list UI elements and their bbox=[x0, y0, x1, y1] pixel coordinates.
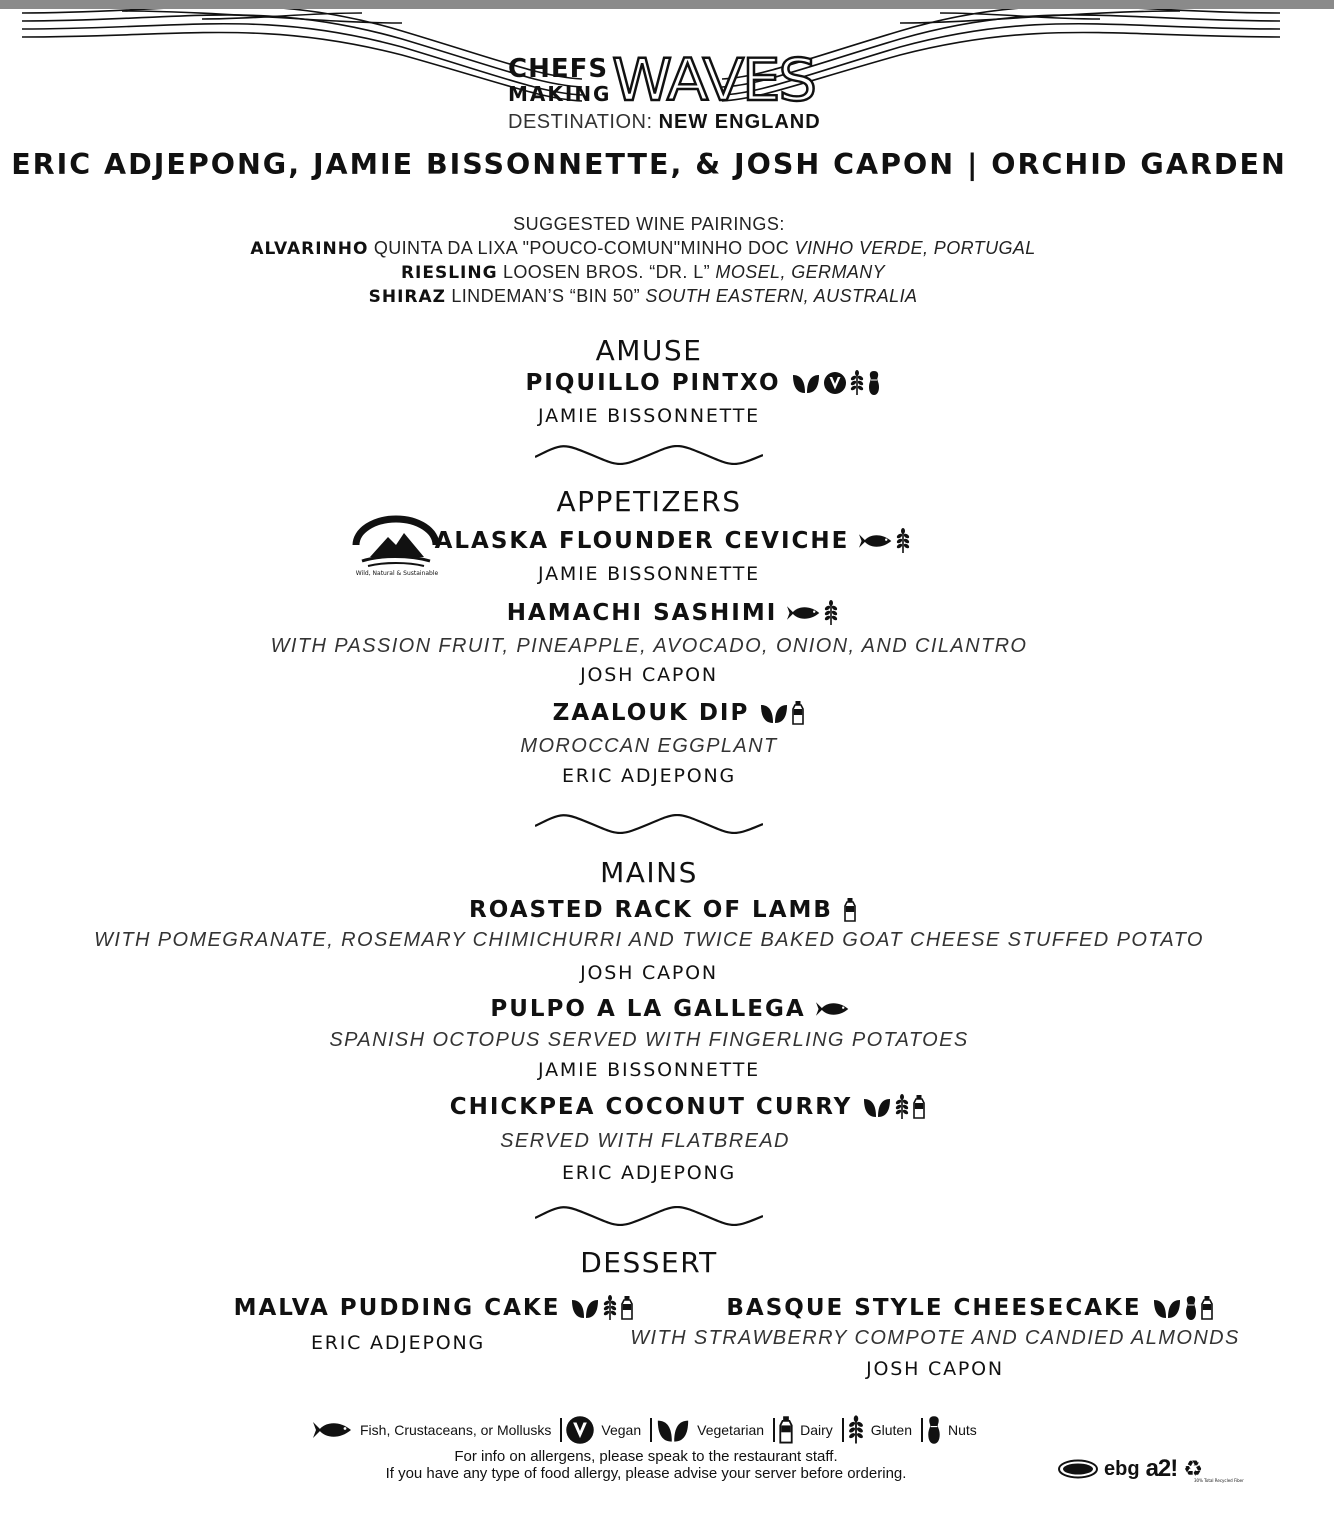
dish-malva-pudding-cake bbox=[168, 1295, 700, 1321]
wave-divider bbox=[535, 1206, 763, 1226]
dish-chickpea-coconut-curry bbox=[0, 1094, 1334, 1120]
destination-prefix: DESTINATION: bbox=[508, 111, 653, 133]
wine-region: SOUTH EASTERN, AUSTRALIA bbox=[645, 286, 918, 306]
dish-chef: JAMIE BISSONNETTE bbox=[538, 563, 760, 585]
dish-zaalouk-dip bbox=[0, 700, 1334, 726]
dish-description: SERVED WITH FLATBREAD bbox=[500, 1130, 790, 1152]
dish-icons bbox=[1152, 1295, 1214, 1321]
oval-brand-logo bbox=[1058, 1459, 1098, 1479]
logo-waves: WAVES bbox=[612, 46, 815, 114]
dish-icons bbox=[759, 700, 805, 726]
dish-chef: JAMIE BISSONNETTE bbox=[538, 405, 760, 427]
dish-basque-style-cheesecake bbox=[680, 1295, 1260, 1321]
wine-region: VINHO VERDE, PORTUGAL bbox=[794, 238, 1036, 258]
allergen-legend bbox=[312, 1413, 983, 1447]
destination-name: NEW ENGLAND bbox=[658, 111, 821, 133]
legend-vegan-label: Vegan bbox=[601, 1422, 642, 1438]
dairy-icon bbox=[791, 700, 805, 726]
legend-separator bbox=[921, 1418, 923, 1442]
dairy-icon bbox=[620, 1295, 634, 1321]
legend-gluten-label: Gluten bbox=[870, 1422, 912, 1438]
dish-chef: ERIC ADJEPONG bbox=[310, 1332, 486, 1354]
dairy-icon bbox=[778, 1415, 794, 1445]
section-appetizers-heading: APPETIZERS bbox=[556, 485, 742, 518]
vegetarian-icon bbox=[791, 371, 821, 395]
gluten-icon bbox=[602, 1295, 618, 1321]
dish-name: ZAALOUK DIP bbox=[552, 700, 750, 726]
footer-brand-logos bbox=[1058, 1455, 1244, 1483]
dairy-icon bbox=[843, 897, 857, 923]
section-mains-heading: MAINS bbox=[600, 856, 698, 889]
recycle-icon: ♻ bbox=[1183, 1456, 1203, 1482]
wine-producer: QUINTA DA LIXA "POUCO-COMUN"MINHO DOC bbox=[373, 238, 790, 258]
gluten-icon bbox=[895, 528, 911, 554]
legend-separator bbox=[773, 1418, 775, 1442]
vegetarian-icon bbox=[570, 1296, 600, 1320]
dish-roasted-rack-of-lamb bbox=[0, 897, 1326, 923]
gluten-icon bbox=[894, 1094, 910, 1120]
gluten-icon bbox=[849, 370, 865, 396]
gluten-icon bbox=[847, 1415, 865, 1445]
a21-logo: a2! bbox=[1145, 1455, 1178, 1482]
dish-chef: JAMIE BISSONNETTE bbox=[538, 1059, 760, 1081]
logo-destination bbox=[508, 111, 821, 134]
wine-producer: LINDEMAN’S “BIN 50” bbox=[451, 286, 641, 306]
dish-chef: JOSH CAPON bbox=[866, 1358, 1004, 1380]
wine-pairing-row bbox=[0, 238, 1286, 259]
wine-pairing-row bbox=[0, 262, 1286, 283]
vegetarian-icon bbox=[655, 1416, 691, 1444]
dish-hamachi-sashimi bbox=[0, 600, 1334, 626]
legend-nuts-label: Nuts bbox=[948, 1422, 977, 1438]
dish-description: SPANISH OCTOPUS SERVED WITH FINGERLING POTATOES bbox=[329, 1029, 969, 1051]
alaska-caption: Wild, Natural & Sustainable bbox=[355, 570, 439, 577]
dish-icons bbox=[787, 600, 839, 626]
section-amuse-heading: AMUSE bbox=[595, 334, 703, 367]
dish-chef: ERIC ADJEPONG bbox=[561, 765, 737, 787]
fish-icon bbox=[859, 532, 893, 550]
vegetarian-icon bbox=[759, 701, 789, 725]
dairy-icon bbox=[912, 1094, 926, 1120]
gluten-icon bbox=[823, 600, 839, 626]
dish-icons bbox=[570, 1295, 634, 1321]
chefs-making-waves-logo bbox=[508, 46, 821, 138]
wine-varietal: RIESLING bbox=[400, 263, 498, 283]
wine-varietal: SHIRAZ bbox=[368, 287, 446, 307]
dish-icons bbox=[791, 370, 881, 396]
legend-dairy-label: Dairy bbox=[800, 1422, 833, 1438]
dish-name: PULPO A LA GALLEGA bbox=[490, 996, 806, 1022]
vegan-icon bbox=[565, 1415, 595, 1445]
wave-divider bbox=[535, 445, 763, 465]
dish-icons bbox=[859, 528, 911, 554]
dish-alaska-flounder-ceviche bbox=[0, 528, 1334, 554]
dish-name: ALASKA FLOUNDER CEVICHE bbox=[434, 528, 850, 554]
fish-icon bbox=[787, 604, 821, 622]
allergen-note: For info on allergens, please speak to the restaurant staff. bbox=[454, 1448, 838, 1465]
legend-separator bbox=[842, 1418, 844, 1442]
top-bar bbox=[0, 0, 1334, 9]
dish-description: WITH POMEGRANATE, ROSEMARY CHIMICHURRI AND TWICE BAKED GOAT CHEESE STUFFED POTATO bbox=[94, 929, 1204, 951]
fish-icon bbox=[816, 1000, 850, 1018]
dish-icons bbox=[843, 897, 857, 923]
wave-divider bbox=[535, 814, 763, 834]
page-title: ERIC ADJEPONG, JAMIE BISSONNETTE, & JOSH CAPON | ORCHID GARDEN bbox=[11, 148, 1287, 181]
dish-description: WITH PASSION FRUIT, PINEAPPLE, AVOCADO, ONION, AND CILANTRO bbox=[270, 635, 1028, 657]
nuts-icon bbox=[867, 370, 881, 396]
dish-icons bbox=[816, 1000, 850, 1018]
dish-chef: JOSH CAPON bbox=[580, 962, 718, 984]
recycled-fiber-note: 30% Total Recycled Fiber bbox=[1194, 1478, 1244, 1483]
dish-name: MALVA PUDDING CAKE bbox=[233, 1295, 561, 1321]
legend-fish-label: Fish, Crustaceans, or Mollusks bbox=[360, 1422, 552, 1438]
wine-region: MOSEL, GERMANY bbox=[715, 262, 886, 282]
wine-pairings-heading: SUGGESTED WINE PAIRINGS: bbox=[513, 214, 785, 234]
dish-name: PIQUILLO PINTXO bbox=[525, 370, 781, 396]
allergy-advice-note: If you have any type of food allergy, please advise your server before ordering. bbox=[385, 1465, 907, 1482]
ebg-logo: ebg bbox=[1104, 1457, 1140, 1480]
dairy-icon bbox=[1200, 1295, 1214, 1321]
legend-vegetarian-label: Vegetarian bbox=[697, 1422, 765, 1438]
vegan-icon bbox=[823, 371, 847, 395]
dish-pulpo-a-la-gallega bbox=[0, 996, 1334, 1022]
wine-pairing-row bbox=[0, 286, 1286, 307]
dish-name: CHICKPEA COCONUT CURRY bbox=[449, 1094, 853, 1120]
dish-chef: ERIC ADJEPONG bbox=[561, 1162, 737, 1184]
wine-producer: LOOSEN BROS. “DR. L” bbox=[502, 262, 711, 282]
nuts-icon bbox=[926, 1415, 942, 1445]
vegetarian-icon bbox=[862, 1095, 892, 1119]
dish-name: HAMACHI SASHIMI bbox=[506, 600, 778, 626]
section-dessert-heading: DESSERT bbox=[580, 1246, 718, 1279]
vegetarian-icon bbox=[1152, 1296, 1182, 1320]
wine-varietal: ALVARINHO bbox=[250, 239, 369, 259]
fish-icon bbox=[312, 1420, 354, 1440]
dish-description: WITH STRAWBERRY COMPOTE AND CANDIED ALMONDS bbox=[630, 1327, 1240, 1349]
dish-description: MOROCCAN EGGPLANT bbox=[520, 735, 778, 757]
logo-making: MAKING bbox=[508, 82, 612, 106]
dish-name: ROASTED RACK OF LAMB bbox=[469, 897, 833, 923]
nuts-icon bbox=[1184, 1295, 1198, 1321]
dish-name: BASQUE STYLE CHEESECAKE bbox=[726, 1295, 1142, 1321]
legend-separator bbox=[650, 1418, 652, 1442]
dish-icons bbox=[862, 1094, 926, 1120]
dish-chef: JOSH CAPON bbox=[580, 664, 718, 686]
dish-piquillo-pintxo bbox=[0, 370, 1334, 396]
logo-chefs: CHEFS bbox=[508, 54, 609, 84]
legend-separator bbox=[560, 1418, 562, 1442]
